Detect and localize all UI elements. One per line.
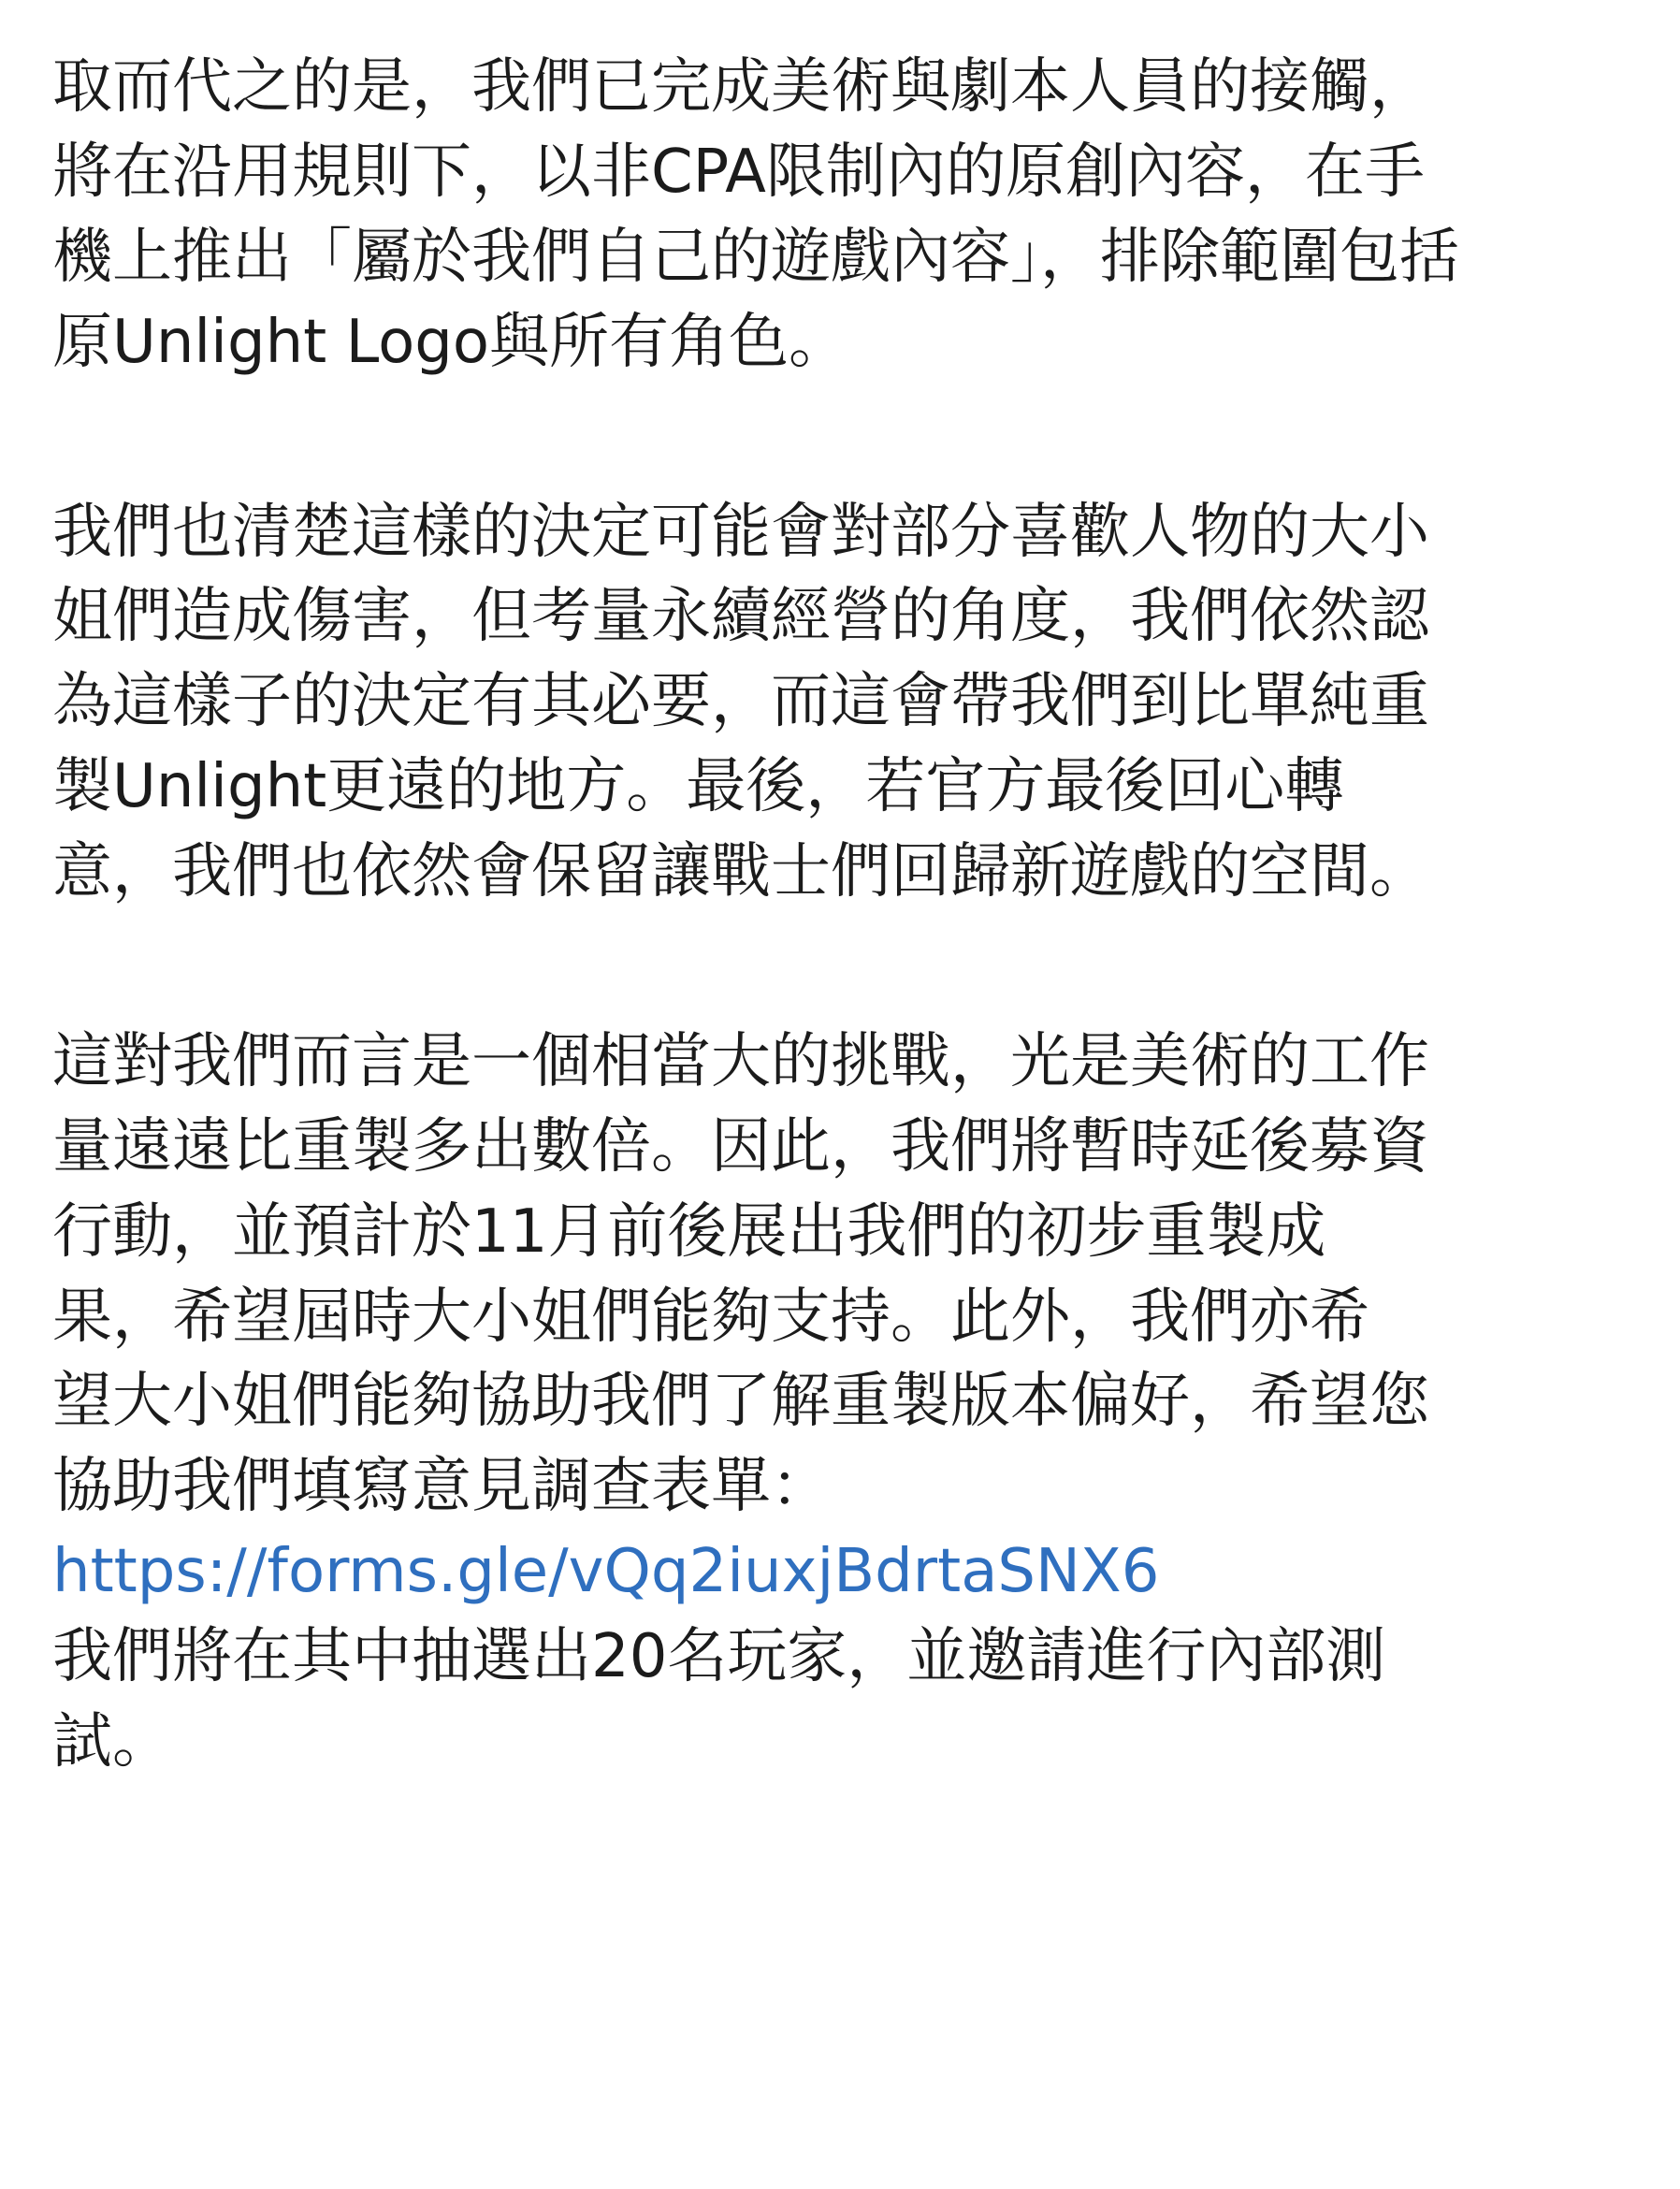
survey-form-link[interactable]: https://forms.gle/vQq2iuxjBdrtaSNX6	[52, 1537, 1160, 1607]
text-line: 取而代之的是，我們已完成美術與劇本人員的接觸，	[52, 52, 1429, 122]
text-line: 這對我們而言是一個相當大的挑戰，光是美術的工作	[52, 1026, 1429, 1096]
text-line: 量遠遠比重製多出數倍。因此，我們將暫時延後募資	[52, 1111, 1429, 1181]
text-line: 機上推出「屬於我們自己的遊戲內容」，排除範圍包括	[52, 222, 1459, 292]
text-line: 試。	[52, 1706, 172, 1776]
paragraph-challenge-and-survey	[52, 1020, 1643, 1785]
text-line: 我們將在其中抽選出20名玩家，並邀請進行內部測	[52, 1622, 1386, 1691]
article-body	[52, 45, 1643, 1785]
text-line: 姐們造成傷害，但考量永續經營的角度，我們依然認	[52, 582, 1429, 652]
text-line: 行動，並預計於11月前後展出我們的初步重製成	[52, 1196, 1326, 1267]
text-line: 為這樣子的決定有其必要，而這會帶我們到比單純重	[52, 667, 1429, 737]
text-line: 製Unlight更遠的地方。最後，若官方最後回心轉	[52, 752, 1345, 822]
text-line: 原Unlight Logo與所有角色。	[52, 307, 849, 377]
text-line: 協助我們填寫意見調查表單：	[52, 1452, 831, 1522]
paragraph-decision-explanation	[52, 490, 1643, 915]
text-line: 果，希望屆時大小姐們能夠支持。此外，我們亦希	[52, 1282, 1369, 1352]
text-line: 將在沿用規則下，以非CPA限制內的原創內容，在手	[52, 137, 1425, 207]
paragraph-original-content	[52, 45, 1643, 385]
text-line: 我們也清楚這樣的決定可能會對部分喜歡人物的大小	[52, 497, 1429, 567]
text-line: 意，我們也依然會保留讓戰士們回歸新遊戲的空間。	[52, 837, 1429, 906]
text-line: 望大小姐們能夠協助我們了解重製版本偏好，希望您	[52, 1367, 1429, 1437]
